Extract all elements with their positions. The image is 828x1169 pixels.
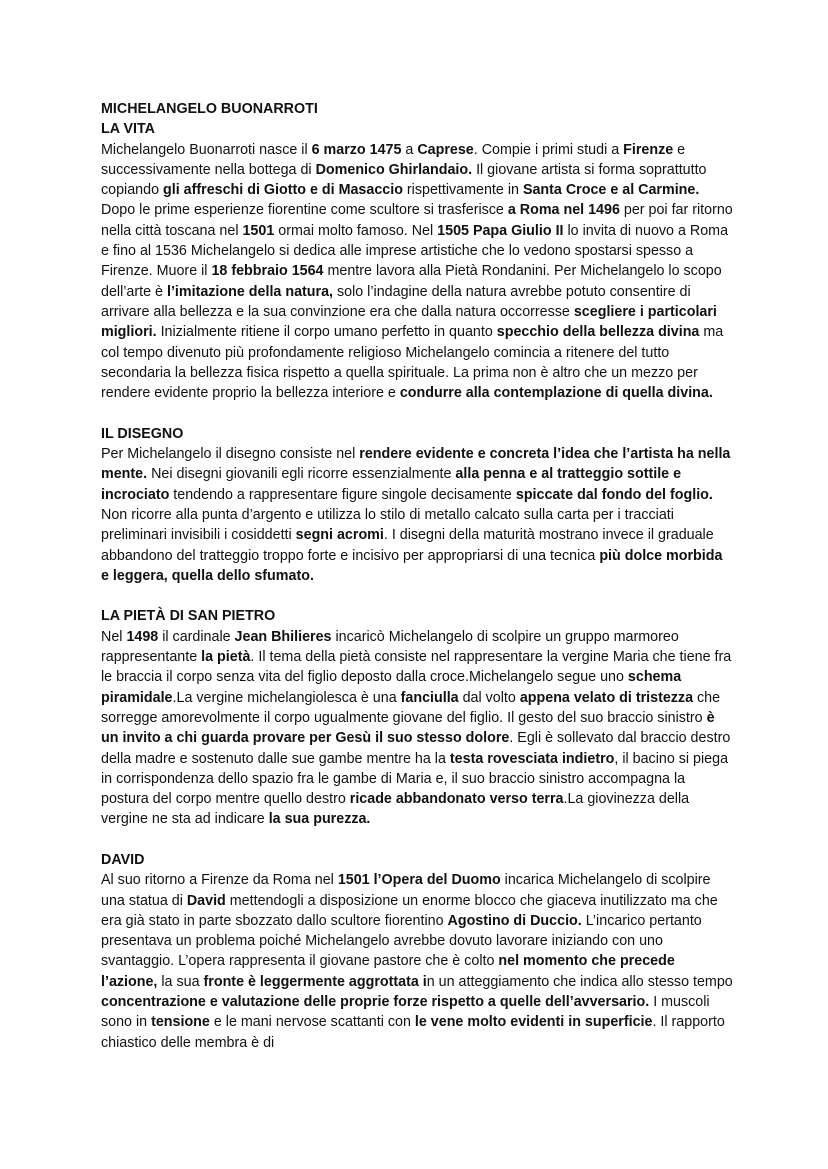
text-run: . Compie i primi studi a	[473, 141, 624, 158]
text-run: . I disegni della maturità mostrano invece il graduale abbandono del tratteggio troppo forte e incisivo per appropriarsi di una tecnica	[101, 527, 714, 564]
section-paragraph	[101, 870, 733, 1053]
bold-text: segni acromi	[295, 527, 384, 544]
bold-text: Domenico Ghirlandaio.	[315, 161, 473, 178]
bold-text: ricade abbandonato verso terra	[349, 791, 564, 808]
text-run: . Egli è sollevato dal braccio destro della madre e sostenuto dalle sue gambe mentre ha la	[101, 730, 731, 767]
text-run: tendendo a rappresentare figure singole decisamente	[169, 486, 516, 503]
text-run: Michelangelo Buonarroti nasce il	[101, 141, 312, 158]
bold-text: specchio della bellezza divina	[496, 324, 700, 341]
bold-text: 1501	[242, 222, 275, 239]
bold-text: rendere evidente e concreta l’idea che l’artista ha nella mente.	[101, 446, 731, 483]
bold-text: nel momento che precede l’azione,	[101, 953, 675, 990]
text-run: che sorregge amorevolmente il corpo ugualmente giovane del figlio. Il gesto del suo braccio sinistro	[101, 689, 721, 726]
text-run: dal volto	[458, 689, 520, 706]
bold-text: concentrazione e valutazione delle proprie forze rispetto a quelle dell’avversario.	[101, 994, 650, 1011]
text-run: mentre lavora alla Pietà Rondanini. Per Michelangelo lo scopo dell’arte è	[101, 263, 722, 300]
text-run: I muscoli sono in	[101, 994, 710, 1031]
text-run: .La giovinezza della vergine ne sta ad indicare	[101, 791, 690, 828]
bold-text: le vene molto evidenti in superficie	[414, 1014, 653, 1031]
bold-text: a Roma nel 1496	[507, 202, 620, 219]
section-heading: IL DISEGNO	[101, 425, 184, 442]
section-david	[101, 850, 733, 1053]
text-run: Inizialmente ritiene il corpo umano perfetto in quanto	[156, 324, 497, 341]
text-run: e le mani nervose scattanti con	[209, 1014, 415, 1031]
text-run: , il bacino si piega in corrispondenza dello spazio fra le gambe di Maria e, il suo braccio sinistro accompagna la postura del corpo mentre quello destro	[101, 750, 729, 808]
bold-text: è un invito a chi guarda provare per Gesù il suo stesso dolore	[101, 709, 715, 747]
bold-text: tensione	[151, 1014, 210, 1031]
text-run: Al suo ritorno a Firenze da Roma nel	[101, 872, 338, 889]
bold-text: gli affreschi di Giotto e di Masaccio	[163, 182, 403, 199]
text-run: per poi far ritorno nella città toscana nel	[101, 202, 733, 239]
section-paragraph	[101, 627, 733, 830]
text-run: incaricò Michelangelo di scolpire un gruppo marmoreo rappresentante	[101, 628, 679, 666]
bold-text: condurre alla contemplazione di quella divina.	[399, 385, 713, 402]
text-run: Dopo le prime esperienze fiorentine come scultore si trasferisce	[101, 202, 508, 219]
section-heading: LA VITA	[101, 121, 156, 138]
text-run: Il giovane artista si forma soprattutto copiando	[101, 161, 707, 199]
text-run: e successivamente nella bottega di	[101, 141, 686, 178]
text-run: ormai molto famoso. Nel	[274, 222, 438, 239]
bold-text: alla penna e al tratteggio sottile e incrociato	[101, 466, 682, 503]
section-la-vita	[101, 119, 733, 403]
bold-text: più dolce morbida e leggera, quella dello sfumato.	[101, 547, 723, 584]
bold-text: Santa Croce e al Carmine.	[522, 182, 700, 199]
text-run: Non ricorre alla punta d’argento e utilizza lo stilo di metallo calcato sulla carta per i tracciati preliminari invisibili i cosiddetti	[101, 506, 674, 544]
section-heading: LA PIETÀ DI SAN PIETRO	[101, 608, 276, 625]
bold-text: 1505 Papa Giulio II	[437, 222, 564, 239]
section-la-piet-di-san-pietro	[101, 606, 733, 829]
text-run: . Il rapporto chiastico delle membra è di	[101, 1014, 725, 1051]
bold-text: 18 febbraio 1564	[211, 263, 324, 280]
bold-text: testa rovesciata indietro	[449, 750, 615, 767]
bold-text: scegliere i particolari migliori.	[101, 303, 717, 341]
bold-text: fanciulla	[400, 689, 459, 706]
sections-container	[101, 119, 733, 1053]
document-body	[101, 99, 733, 1053]
text-run: a	[401, 141, 418, 158]
bold-text: David	[186, 892, 226, 909]
text-run: la sua	[157, 973, 204, 990]
document-title: MICHELANGELO BUONARROTI	[101, 101, 318, 117]
bold-text: l’imitazione della natura,	[166, 283, 334, 300]
section-paragraph	[101, 140, 733, 404]
bold-text: Firenze	[623, 141, 674, 158]
text-run: il cardinale	[158, 628, 235, 645]
text-run: Nel	[101, 628, 127, 645]
bold-text: schema piramidale	[101, 669, 682, 706]
bold-text: Caprese	[417, 141, 474, 158]
bold-text: 6 marzo 1475	[311, 141, 402, 158]
section-il-disegno	[101, 424, 733, 586]
text-run: mettendogli a disposizione un enorme blocco che giaceva inutilizzato ma che era già stato in parte sbozzato dallo scultore fiorentino	[101, 892, 718, 929]
bold-text: fronte è leggermente aggrottata i	[203, 973, 427, 990]
bold-text: Agostino di Duccio.	[447, 912, 582, 929]
bold-text: spiccate dal fondo del foglio.	[515, 486, 713, 503]
text-run: Nei disegni giovanili egli ricorre essenzialmente	[147, 466, 456, 483]
bold-text: la pietà	[201, 649, 251, 666]
text-run: n un atteggiamento che indica allo stesso tempo	[426, 973, 733, 990]
text-run: . Il tema della pietà consiste nel rappresentare la vergine Maria che tiene fra le braccia il corpo senza vita del figlio deposto dalla croce.Michelangelo segue uno	[101, 649, 732, 686]
section-heading: DAVID	[101, 851, 145, 868]
text-run: .La vergine michelangiolesca è una	[172, 689, 401, 706]
text-run: solo l’indagine della natura avrebbe potuto consentire di arrivare alla bellezza e la sua convinzione era che dalla natura occorresse	[101, 283, 691, 320]
bold-text: appena velato di tristezza	[519, 689, 694, 706]
text-run: L’incarico pertanto presentava un problema poiché Michelangelo avrebbe dovuto lavorare iniziando con uno svantaggio. L’opera rappresenta il giovane pastore che è colto	[101, 912, 702, 970]
text-run: Per Michelangelo il disegno consiste nel	[101, 446, 360, 463]
bold-text: Jean Bhilieres	[234, 628, 332, 645]
section-paragraph	[101, 444, 733, 586]
text-run: incarica Michelangelo di scolpire una statua di	[101, 872, 711, 909]
text-run: rispettivamente in	[402, 182, 523, 199]
bold-text: 1501 l’Opera del Duomo	[337, 872, 501, 889]
text-run: ma col tempo divenuto più profondamente religioso Michelangelo comincia a ritenere del tutto secondaria la bellezza fisica rispetto a quella spirituale. La prima non è altro che un mezzo per rendere evidente proprio la bellezza interiore e	[101, 324, 724, 402]
bold-text: la sua purezza.	[268, 811, 371, 828]
text-run: lo invita di nuovo a Roma e fino al 1536 Michelangelo si dedica alle imprese artistiche che lo vedono spostarsi spesso a Firenze. Muore il	[101, 222, 729, 280]
bold-text: 1498	[126, 628, 159, 645]
